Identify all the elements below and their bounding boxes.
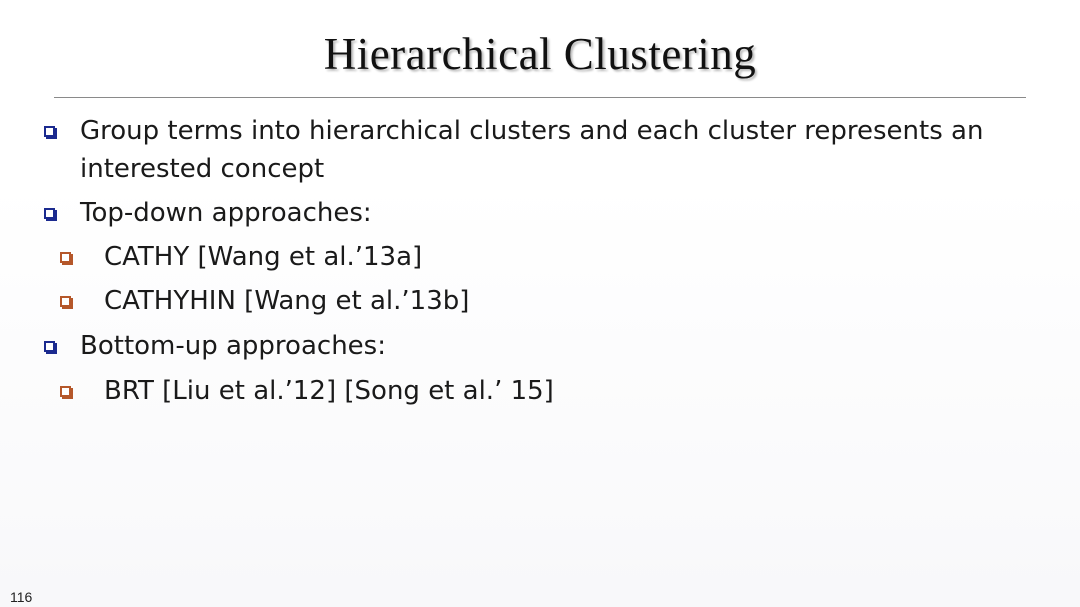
slide-title: Hierarchical Clustering — [323, 29, 757, 79]
square-bullet-icon — [44, 341, 55, 352]
square-bullet-icon — [60, 296, 71, 307]
bullet-text-continuation: interested concept — [80, 154, 325, 184]
sub-bullet-text: BRT [Liu et al.’12] [Song et al.’ 15] — [104, 376, 554, 406]
sub-bullet-text: CATHYHIN [Wang et al.’13b] — [104, 286, 470, 316]
bullet-text: Top-down approaches: — [80, 198, 372, 228]
square-bullet-icon — [44, 126, 55, 137]
square-bullet-icon — [60, 386, 71, 397]
sub-bullet-text: CATHY [Wang et al.’13a] — [104, 242, 423, 272]
title-divider — [54, 97, 1026, 98]
square-bullet-icon — [60, 252, 71, 263]
bullet-text: Bottom-up approaches: — [80, 331, 386, 361]
square-bullet-icon — [44, 208, 55, 219]
bullet-text: Group terms into hierarchical clusters and each cluster represents an — [80, 116, 984, 146]
page-number: 116 — [10, 589, 33, 605]
